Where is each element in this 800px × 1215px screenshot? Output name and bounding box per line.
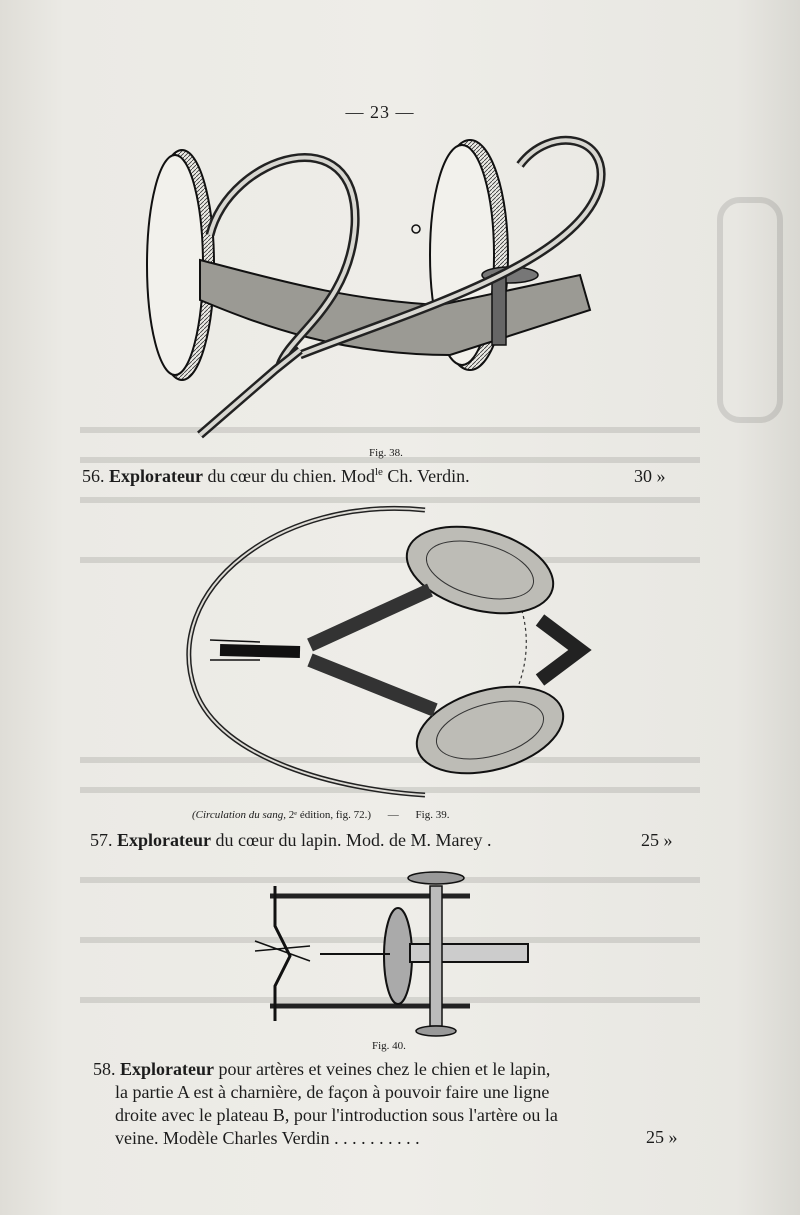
entry-57-title: Explorateur — [117, 830, 211, 850]
entry-58-price: 25 » — [646, 1127, 678, 1147]
entry-58-line-2: la partie A est à charnière, de façon à pouvoir faire une ligne — [115, 1082, 550, 1102]
entry-56-text: du cœur du chien. Mod — [203, 466, 375, 486]
entry-58 — [93, 1058, 703, 1150]
entry-56-number: 56. — [82, 466, 105, 486]
fig-40-caption: Fig. 40. — [372, 1040, 406, 1052]
fig-39-dash: — — [387, 809, 399, 821]
entry-56-price: 30 » — [634, 466, 666, 486]
entry-58-title: Explorateur — [120, 1059, 214, 1079]
entry-58-line-1 — [93, 1058, 703, 1081]
entry-58-line-4: veine. Modèle Charles Verdin . . . . . . . . . . — [115, 1128, 420, 1148]
entry-58-line-3: droite avec le plateau B, pour l'introduction sous l'artère ou la — [115, 1105, 558, 1125]
entry-57-price: 25 » — [641, 830, 673, 850]
figure-38-dog-heart-explorer — [140, 125, 620, 455]
fig-39-source: (Circulation du sang, — [192, 809, 287, 821]
entry-56-sup: le — [374, 466, 383, 478]
entry-56 — [82, 466, 470, 487]
entry-57-number: 57. — [90, 830, 113, 850]
entry-56-title: Explorateur — [109, 466, 203, 486]
entry-57 — [90, 830, 491, 851]
page-number: — 23 — — [345, 102, 415, 122]
fig-39-label: Fig. 39. — [415, 809, 450, 821]
entry-56-tail: Ch. Verdin. — [382, 466, 470, 486]
figure-39-rabbit-heart-explorer — [180, 500, 600, 810]
fig-38-caption: Fig. 38. — [369, 447, 403, 459]
entry-58-line1-text: pour artères et veines chez le chien et le lapin, — [214, 1059, 551, 1079]
entry-57-text: du cœur du lapin. Mod. de M. Marey . — [211, 830, 492, 850]
figure-40-artery-explorer — [250, 866, 540, 1041]
fig-39-source-rest: 2ᵉ édition, fig. 72.) — [286, 809, 372, 821]
fig-39-caption — [192, 809, 449, 821]
entry-58-number: 58. — [93, 1059, 116, 1079]
